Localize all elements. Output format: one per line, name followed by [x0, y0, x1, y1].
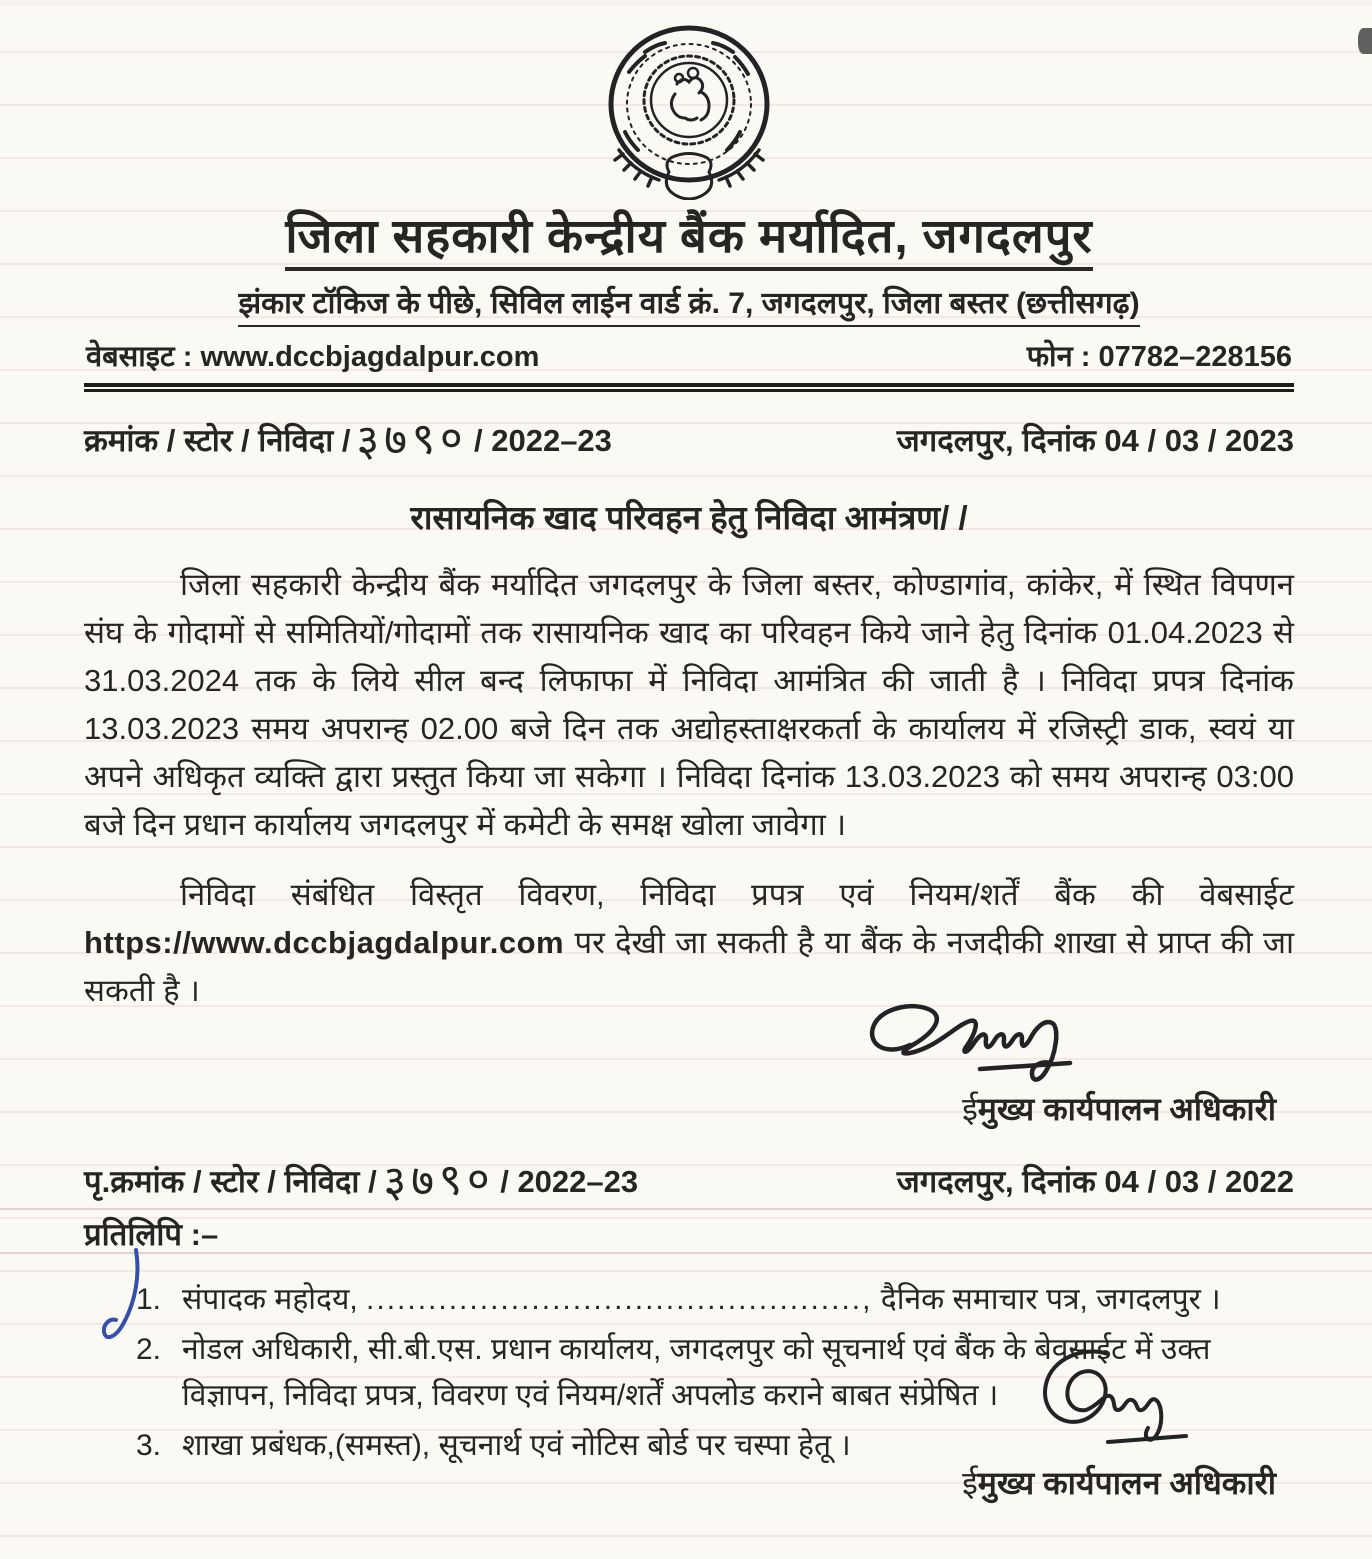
header-divider	[84, 383, 1294, 392]
signature-block-2	[962, 1344, 1276, 1504]
body-paragraph-1: जिला सहकारी केन्द्रीय बैंक मर्यादित जगदलपुर के जिला बस्तर, कोण्डागांव, कांकेर, में स्थित विपणन संघ के गोदामों से समितियों/गोदामों तक रासायनिक खाद का परिवहन किये जाने हेतु दिनांक 01.04.2023 से 31.03.2024 तक के लिये सील बन्द लिफाफा में निविदा आमंत्रित की जाती है । निविदा प्रपत्र दिनांक 13.03.2023 समय अपरान्ह 02.00 बजे दिन तक अद्योहस्ताक्षरकर्ता के कार्यालय में रजिस्ट्री डाक, स्वयं या अपने अधिकृत व्यक्ति द्वारा प्रस्तुत किया जा सकेगा । निविदा दिनांक 13.03.2023 को समय अपरान्ह 03:00 बजे दिन प्रधान कार्यालय जगदलपुर में कमेटी के समक्ष खोला जावेगा ।	[84, 567, 1294, 843]
reference-number-handwritten: ३७९०	[355, 412, 470, 467]
copy-item-2-number: 2.	[136, 1333, 162, 1367]
paragraph-2-post: पर देखी जा सकती है या बैंक के नजदीकी शाखा से प्राप्त की जा सकती है ।	[84, 925, 1294, 1009]
org-name-title	[84, 209, 1294, 271]
reference-suffix: / 2022–23	[474, 423, 612, 459]
copy-item-1-text: संपादक महोदय, ................................................, दैनिक समाचार पत्र, जगदलपुर ।	[182, 1283, 1221, 1317]
org-name-text: जिला सहकारी केन्द्रीय बैंक मर्यादित, जगदलपुर	[285, 209, 1092, 271]
body-paragraph-2	[84, 871, 1294, 1015]
phone-value: 07782–228156	[1098, 341, 1292, 374]
reference-number	[84, 404, 612, 467]
copy-item-3-text: शाखा प्रबंधक,(समस्त), सूचनार्थ एवं नोटिस बोर्ड पर चस्पा हेतू ।	[182, 1429, 851, 1463]
contact-row	[84, 336, 1294, 375]
paragraph-2-pre: निविदा संबंधित विस्तृत विवरण, निविदा प्रपत्र एवं नियम/शर्तें बैंक की वेबसाईट	[180, 877, 1294, 913]
signature-2-icon	[1024, 1344, 1214, 1454]
copy-to-label: प्रतिलिपि :–	[84, 1217, 219, 1253]
reference-row-bottom	[84, 1145, 1294, 1208]
org-address	[84, 281, 1294, 327]
phone-field	[1027, 336, 1292, 375]
website-label: वेबसाइट :	[86, 341, 193, 374]
reference-number-2	[84, 1145, 639, 1208]
reference-suffix-2: / 2022–23	[500, 1164, 639, 1200]
website-value: www.dccbjagdalpur.com	[200, 341, 540, 374]
org-address-text: झंकार टॉकिज के पीछे, सिविल लाईन वार्ड क्रं. 7, जगदलपुर, जिला बस्तर (छत्तीसगढ़)	[238, 281, 1139, 327]
reference-prefix-2: पृ.क्रमांक / स्टोर / निविदा /	[84, 1164, 377, 1200]
signatory-title-2: ईमुख्य कार्यपालन अधिकारी	[962, 1464, 1276, 1502]
phone-label: फोन :	[1026, 341, 1091, 374]
scan-smudge	[1358, 28, 1372, 54]
signature-block-1	[84, 1015, 1294, 1143]
signatory-title-1: ईमुख्य कार्यपालन अधिकारी	[962, 1090, 1276, 1129]
reference-row-top	[84, 404, 1294, 467]
reference-number-handwritten-2: ३७९०	[382, 1153, 496, 1208]
subject-line: रासायनिक खाद परिवहन हेतु निविदा आमंत्रण/ /	[410, 499, 968, 537]
pen-flourish: ई	[962, 1090, 978, 1129]
bank-emblem-icon	[589, 22, 789, 200]
copy-item-1	[136, 1277, 1294, 1323]
copy-item-2-text: नोडल अधिकारी, सी.बी.एस. प्रधान कार्यालय, जगदलपुर को सूचनार्थ एवं बैंक के बेवसाईट में उक्त विज्ञापन, निविदा प्रपत्र, विवरण एवं नियम/शर्तें अपलोड कराने बाबत संप्रेषित ।	[182, 1333, 1211, 1413]
copy-item-3-number: 3.	[136, 1429, 162, 1463]
website-url-text: https://www.dccbjagdalpur.com	[84, 925, 565, 961]
pen-flourish-2: ई	[962, 1464, 978, 1502]
place-date-2: जगदलपुर, दिनांक 04 / 03 / 2022	[896, 1164, 1294, 1200]
website-field	[86, 336, 539, 375]
copy-item-1-number: 1.	[136, 1283, 162, 1317]
dotted-blank: ................................................,	[366, 1283, 873, 1317]
place-date: जगदलपुर, दिनांक 04 / 03 / 2023	[896, 423, 1294, 459]
reference-prefix: क्रमांक / स्टोर / निविदा /	[84, 423, 351, 459]
letterhead-logo-wrap	[84, 22, 1294, 205]
